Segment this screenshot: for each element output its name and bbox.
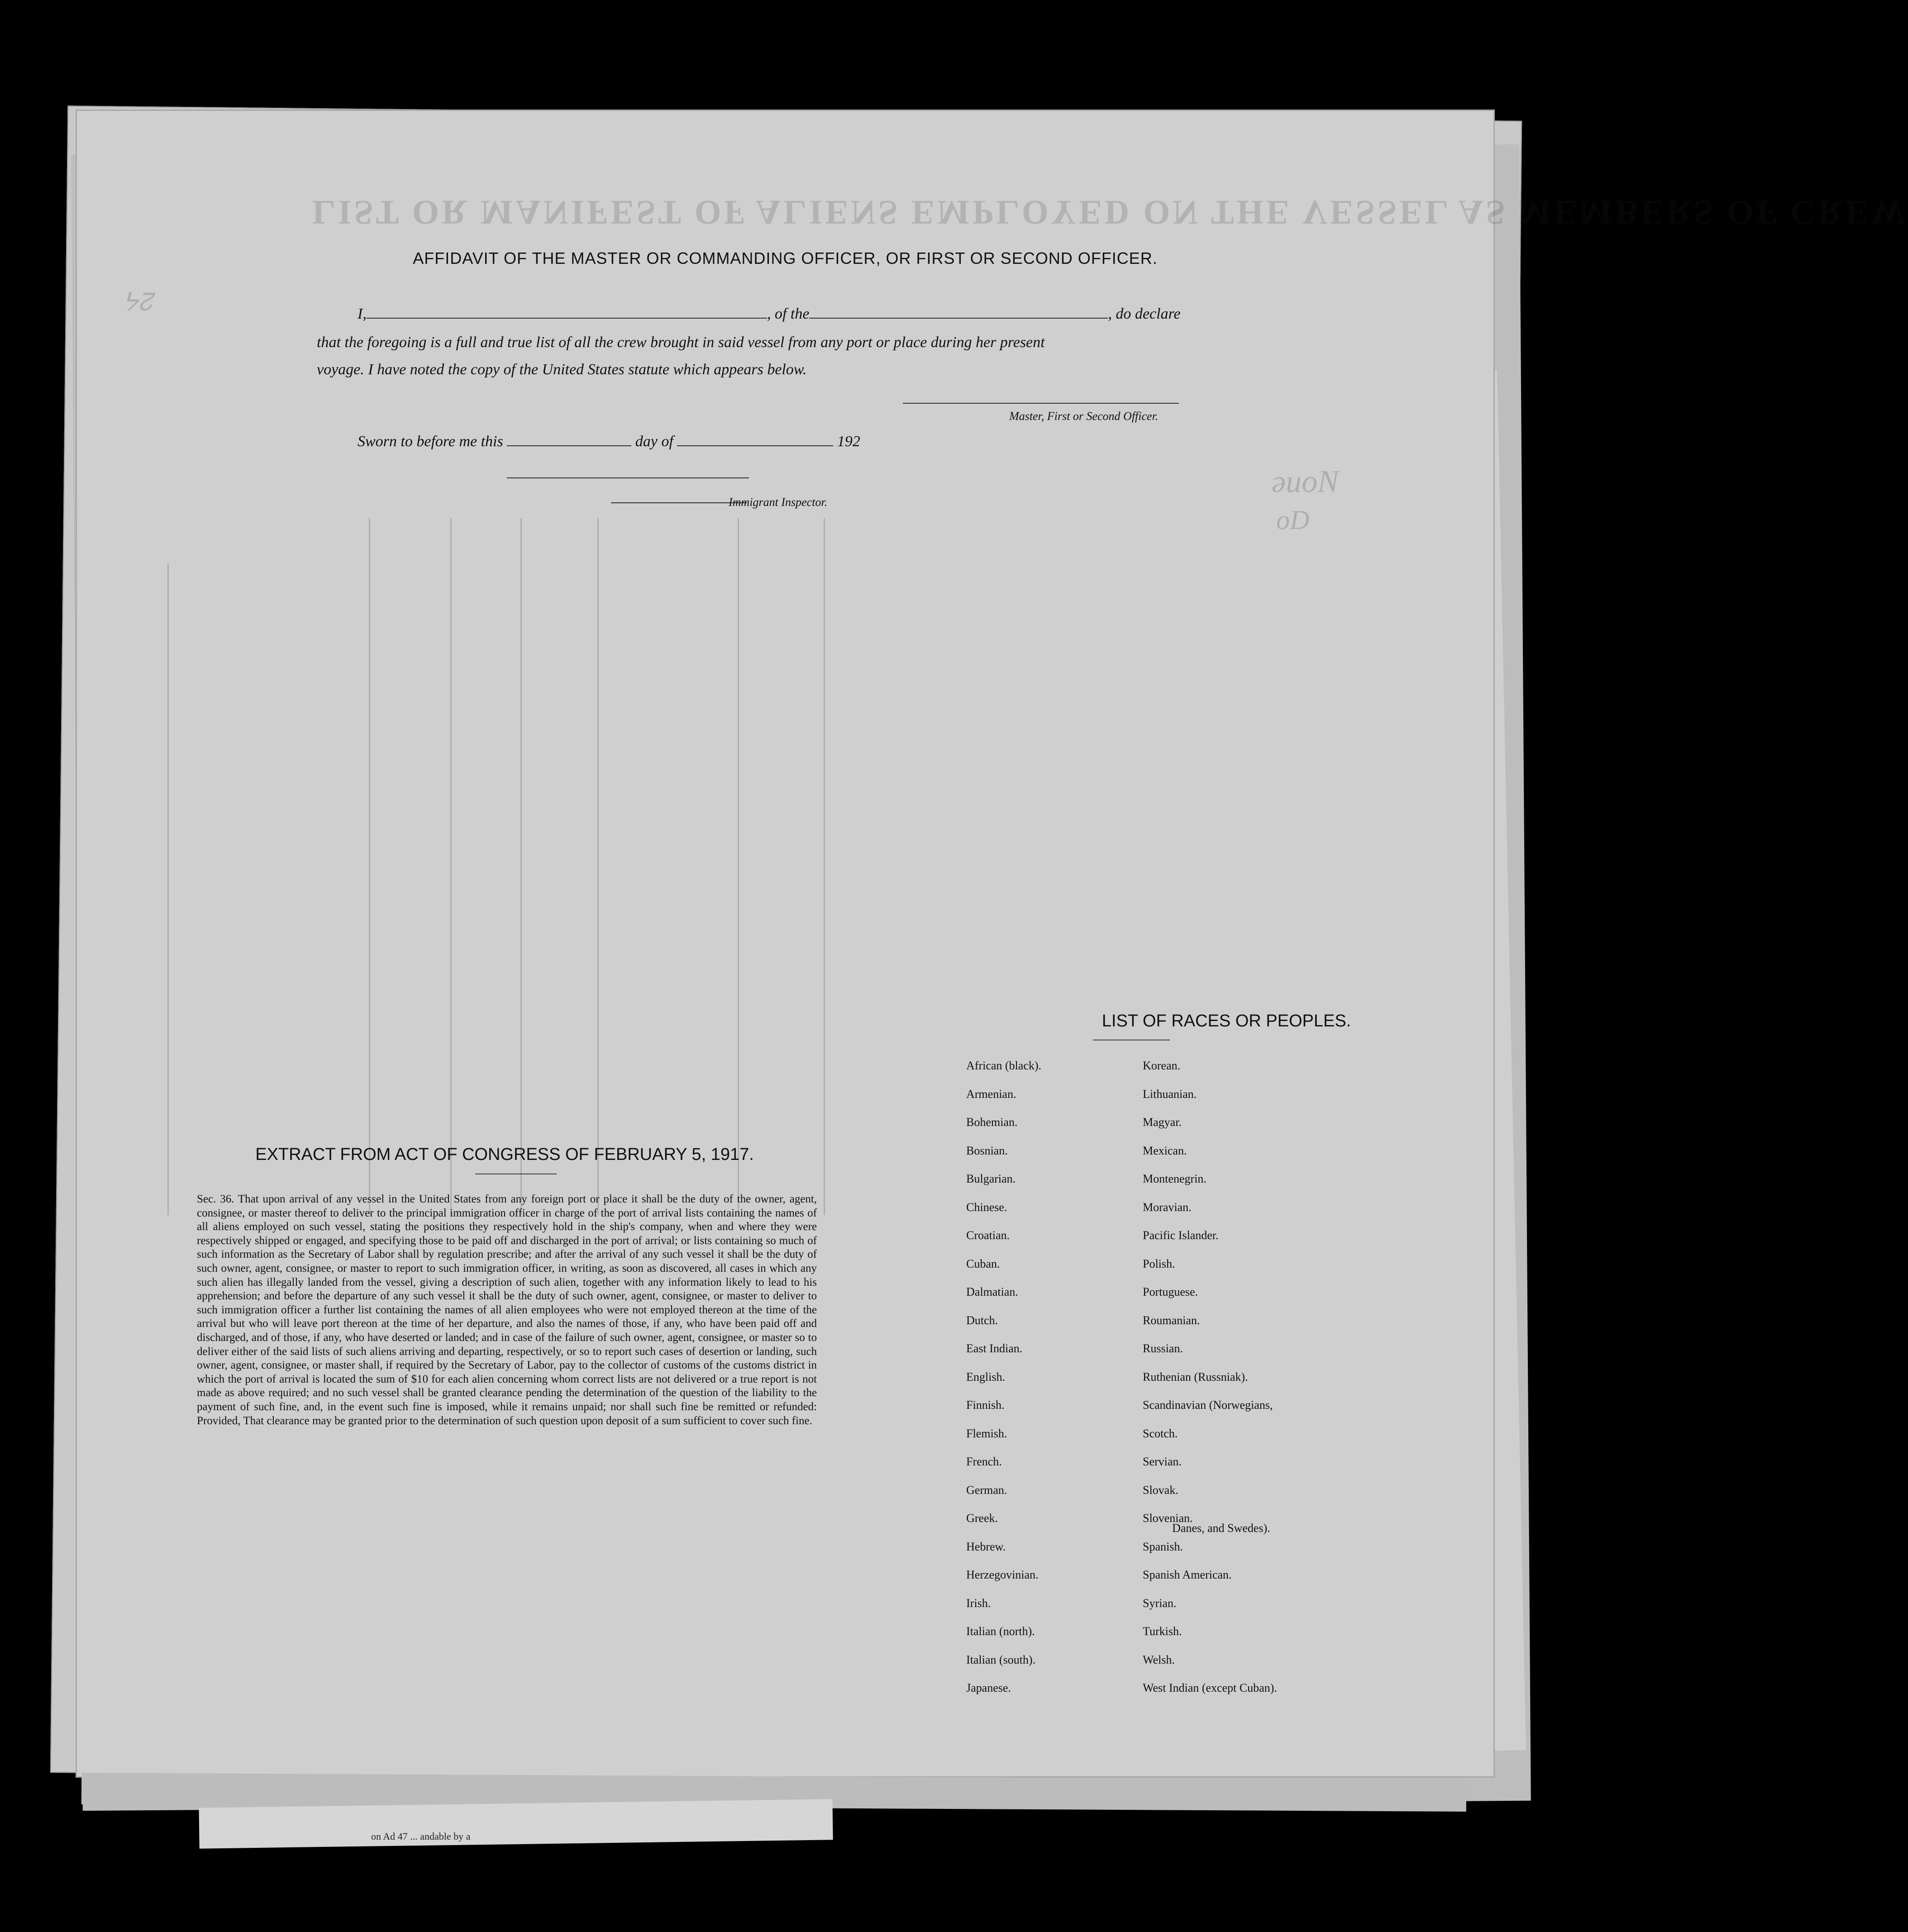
declarant-prefix: I, xyxy=(358,305,367,322)
extract-title: EXTRACT FROM ACT OF CONGRESS OF FEBRUARY 5, 1917. xyxy=(255,1145,754,1164)
race-item: Italian (south). xyxy=(966,1653,1036,1666)
sworn-day-field[interactable] xyxy=(507,445,631,446)
race-item: Slovak. xyxy=(1143,1483,1178,1497)
inspector-caption: Immigrant Inspector. xyxy=(729,496,828,509)
bleed-through-title: LIST OR MANIFEST OF ALIENS EMPLOYED ON THE VESSEL AS MEMBERS OF CREW xyxy=(312,193,1908,231)
race-item: Mexican. xyxy=(1143,1144,1187,1157)
race-item: Scotch. xyxy=(1143,1426,1178,1440)
race-item: Greek. xyxy=(966,1512,998,1525)
vessel-name-field[interactable] xyxy=(809,318,1108,319)
race-item: Ruthenian (Russniak). xyxy=(1143,1370,1248,1383)
bottom-stamp-fragment: on Ad 47 ... andable by a xyxy=(371,1831,471,1842)
bleed-rule xyxy=(738,518,739,1215)
day-of-label: day of xyxy=(635,433,673,450)
race-item: Finnish. xyxy=(966,1398,1005,1412)
race-item: Hebrew. xyxy=(966,1540,1006,1553)
bleed-rule xyxy=(369,518,370,1215)
race-item: Polish. xyxy=(1143,1257,1175,1270)
sworn-label: Sworn to before me this xyxy=(358,433,503,450)
bleed-handwriting: ᔭ↊ xyxy=(122,288,153,316)
bleed-rule xyxy=(520,518,522,1215)
race-item: Bulgarian. xyxy=(966,1172,1016,1185)
race-item: Herzegovinian. xyxy=(966,1568,1039,1581)
bleed-rule xyxy=(450,518,452,1215)
races-title: LIST OF RACES OR PEOPLES. xyxy=(1102,1011,1351,1030)
race-item: Pacific Islander. xyxy=(1143,1229,1219,1242)
statute-text: Sec. 36. That upon arrival of any vessel in the United States from any foreign port or place it shall be the duty of the owner, agent, consignee, or master thereof to deliver to the principal immigration officer in charge of the port of arrival lists containing the names of all aliens employed on such vessel, stating the positions they respectively hold in the ship's company, when and where they were respectively shipped or engaged, and specifying those to be paid off and discharged in the port of arrival; or lists containing so much of such information as the Secretary of Labor shall by regulation prescribe; and after the arrival of any such vessel it shall be the duty of such owner, agent, consignee, or master to report to such immigration officer, in writing, as soon as discovered, all cases in which any such alien has illegally landed from the vessel, giving a description of such alien, together with any information likely to lead to his apprehension; and before the departure of any such vessel it shall be the duty of such owner, agent, consignee, or master to deliver to such immigration officer a further list containing the names of all alien employees who were not employed thereon at the time of the arrival but who will leave port thereon at the time of her departure, and also the names of those, if any, who have been paid off and discharged, and of those, if any, who have deserted or landed; and in case of the failure of such owner, agent, consignee, or master so to deliver either of the said lists of such aliens arriving and departing, respectively, or so to report such cases of desertion or landing, such owner, agent, consignee, or master shall, if required by the Secretary of Labor, pay to the collector of customs of the customs district in which the port of arrival is located the sum of $10 for each alien concerning whom correct lists are not delivered or a true report is not made as above required; and no such vessel shall be granted clearance pending the determination of the question of the liability to the payment of such fine, and, in the event such fine is imposed, while it remains unpaid; nor shall such fine be remitted or refunded: Provided, That clearance may be granted prior to the determination of such question upon deposit of a sum sufficient to cover such fine. xyxy=(197,1193,817,1427)
sworn-line xyxy=(358,433,860,450)
race-continuation: Danes, and Swedes). xyxy=(1172,1522,1270,1535)
race-item: Moravian. xyxy=(1143,1200,1192,1214)
race-item: African (black). xyxy=(966,1059,1042,1072)
race-item: Bohemian. xyxy=(966,1116,1018,1129)
bleed-rule xyxy=(167,563,169,1215)
affidavit-line-2: that the foregoing is a full and true list of all the crew brought in said vessel from any port or place during her present xyxy=(317,334,1045,351)
master-caption: Master, First or Second Officer. xyxy=(1009,410,1159,423)
race-item: Korean. xyxy=(1143,1059,1181,1072)
bleed-handwriting: ǝuoN xyxy=(1272,464,1339,499)
affidavit-line-3: voyage. I have noted the copy of the United States statute which appears below. xyxy=(317,361,807,378)
inspector-signature-line[interactable] xyxy=(507,477,749,478)
race-item: Scandinavian (Norwegians, xyxy=(1143,1398,1273,1412)
race-item: Turkish. xyxy=(1143,1625,1182,1638)
master-signature-line[interactable] xyxy=(903,403,1179,404)
race-item: Spanish American. xyxy=(1143,1568,1232,1581)
affidavit-line-1 xyxy=(358,305,1181,323)
race-item: Syrian. xyxy=(1143,1596,1177,1610)
race-item: Italian (north). xyxy=(966,1625,1035,1638)
race-item: Welsh. xyxy=(1143,1653,1175,1666)
race-item: Russian. xyxy=(1143,1342,1183,1355)
bleed-rule xyxy=(824,518,825,1215)
bleed-handwriting: oD xyxy=(1276,505,1310,535)
torn-paper-edge xyxy=(199,1799,833,1849)
race-item: Armenian. xyxy=(966,1087,1016,1101)
race-item: Chinese. xyxy=(966,1200,1007,1214)
race-item: Dalmatian. xyxy=(966,1285,1018,1298)
race-item: Servian. xyxy=(1143,1455,1182,1468)
of-the-label: , of the xyxy=(767,305,810,322)
bleed-rule xyxy=(597,518,599,1215)
race-item: English. xyxy=(966,1370,1005,1383)
race-item: Magyar. xyxy=(1143,1116,1182,1129)
race-item: Croatian. xyxy=(966,1229,1010,1242)
race-item: Dutch. xyxy=(966,1313,998,1327)
race-item: Cuban. xyxy=(966,1257,1000,1270)
officer-name-field[interactable] xyxy=(367,318,767,319)
manifest-page xyxy=(77,111,1908,1776)
race-item: Spanish. xyxy=(1143,1540,1183,1553)
race-item: Roumanian. xyxy=(1143,1313,1200,1327)
race-item: Slovenian. xyxy=(1143,1512,1193,1525)
race-item: Bosnian. xyxy=(966,1144,1008,1157)
do-declare-label: , do declare xyxy=(1108,305,1181,322)
race-item: West Indian (except Cuban). xyxy=(1143,1681,1277,1694)
race-item: Flemish. xyxy=(966,1426,1007,1440)
race-item: Montenegrin. xyxy=(1143,1172,1207,1185)
race-item: Irish. xyxy=(966,1596,991,1610)
race-item: Portuguese. xyxy=(1143,1285,1198,1298)
race-item: Lithuanian. xyxy=(1143,1087,1197,1101)
race-item: East Indian. xyxy=(966,1342,1023,1355)
sworn-month-field[interactable] xyxy=(677,445,833,446)
race-item: French. xyxy=(966,1455,1002,1468)
race-item: Japanese. xyxy=(966,1681,1011,1694)
inspector-underline xyxy=(611,502,747,503)
race-item: German. xyxy=(966,1483,1007,1497)
year-label: 192 xyxy=(837,433,860,450)
affidavit-title: AFFIDAVIT OF THE MASTER OR COMMANDING OFFICER, OR FIRST OR SECOND OFFICER. xyxy=(413,249,1158,267)
